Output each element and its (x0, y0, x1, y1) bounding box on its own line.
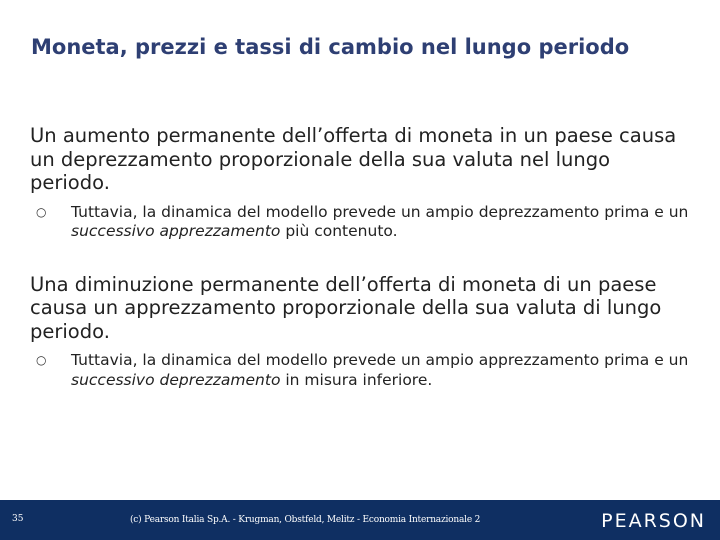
sub-point-2 (30, 351, 690, 390)
sub-point-2-emphasis: successivo deprezzamento (71, 370, 281, 389)
pearson-logo: PEARSON (601, 510, 706, 532)
slide-number: 35 (12, 514, 24, 524)
sub-point-2-text: Tuttavia, la dinamica del modello prevede un ampio apprezzamento prima e un (71, 351, 689, 369)
circle-bullet-icon: ○ (36, 204, 47, 219)
sub-point-1-tail: più contenuto. (280, 222, 398, 240)
slide-title: Moneta, prezzi e tassi di cambio nel lungo periodo (31, 35, 630, 59)
circle-bullet-icon: ○ (36, 353, 47, 367)
footer-bar (0, 500, 720, 540)
footer-copyright: (c) Pearson Italia Sp.A. - Krugman, Obstfeld, Melitz - Economia Internazionale 2 (130, 515, 481, 525)
main-point-1: Un aumento permanente dell’offerta di moneta in un paese causa un deprezzamento proporzionale della sua valuta nel lungo periodo. (30, 124, 677, 194)
sub-point-2-tail: in misura inferiore. (280, 370, 433, 389)
sub-point-1 (30, 203, 690, 242)
sub-point-1-emphasis: successivo apprezzamento (71, 222, 281, 240)
sub-point-1-text: Tuttavia, la dinamica del modello prevede un ampio deprezzamento prima e un (71, 202, 689, 221)
slide-body (30, 124, 690, 390)
main-point-2: Una diminuzione permanente dell’offerta di moneta di un paese causa un apprezzamento proporzionale della sua valuta di lungo periodo. (30, 272, 662, 343)
